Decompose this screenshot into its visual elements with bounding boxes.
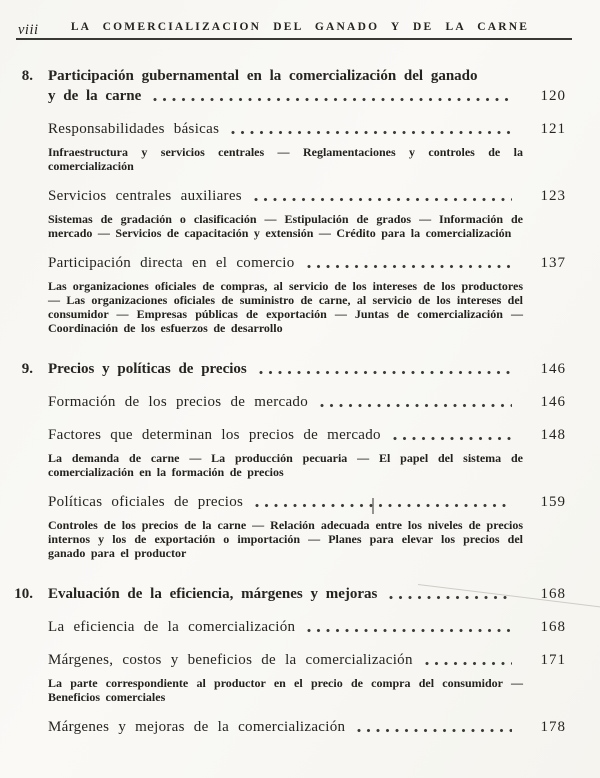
dot-leader	[254, 196, 512, 203]
page-number: 148	[540, 427, 566, 443]
page-number: 171	[540, 652, 566, 668]
entry-title: La eficiencia de la comercialización	[48, 619, 296, 635]
chapter-title-row	[48, 584, 566, 604]
dot-leader	[231, 129, 512, 136]
page-header	[0, 0, 600, 40]
header-rule	[16, 38, 572, 40]
dot-leader	[307, 627, 512, 634]
chapter-title-line2: y de la carne	[48, 88, 142, 104]
entry-title: Factores que determinan los precios de mercado	[48, 427, 381, 443]
page-number: 137	[540, 255, 566, 271]
entry-title: Políticas oficiales de precios	[48, 494, 244, 510]
chapter-title-row	[48, 359, 566, 379]
page-number: 168	[540, 586, 566, 602]
chapter-title-line2-row	[48, 86, 566, 106]
dot-leader	[255, 502, 512, 509]
entry-title: Formación de los precios de mercado	[48, 394, 309, 410]
dot-leader	[320, 402, 512, 409]
toc-entry	[48, 425, 566, 445]
entry-title: Responsabilidades básicas	[48, 121, 220, 137]
entry-topics: Infraestructura y servicios centrales — Reglamentaciones y controles de la comercialización	[48, 145, 523, 173]
chapter-number: 10.	[14, 586, 33, 602]
toc-entry	[48, 253, 566, 273]
toc-entry	[48, 119, 566, 139]
toc-chapter-9	[0, 359, 566, 379]
toc-entry	[48, 392, 566, 412]
toc-entry	[48, 617, 566, 637]
page-number: 123	[540, 188, 566, 204]
toc-entry	[48, 186, 566, 206]
toc-entry	[48, 492, 566, 512]
dot-leader	[357, 727, 512, 734]
entry-topics: La parte correspondiente al productor en el precio de compra del consumidor — Beneficios comerciales	[48, 676, 523, 704]
toc-entry	[48, 717, 566, 737]
running-title: LA COMERCIALIZACION DEL GANADO Y DE LA CARNE	[70, 21, 530, 33]
entry-topics: Sistemas de gradación o clasificación — Estipulación de grados — Información de mercado — Servicios de capacitación y extensión — Crédito para la comercialización	[48, 212, 523, 240]
chapter-number: 8.	[21, 68, 33, 84]
chapter-title-line1: Participación gubernamental en la comercialización del ganado	[48, 68, 478, 84]
page-number: 121	[540, 121, 566, 137]
dot-leader	[307, 263, 512, 270]
entry-title: Participación directa en el comercio	[48, 255, 295, 271]
chapter-title-block	[48, 359, 566, 379]
page-number: 146	[540, 394, 566, 410]
page-number: 146	[540, 361, 566, 377]
chapter-title-block	[48, 66, 566, 106]
folio-page-number: viii	[18, 22, 39, 38]
table-of-contents	[0, 66, 600, 737]
chapter-number: 9.	[21, 361, 33, 377]
entry-topics: Controles de los precios de la carne — Relación adecuada entre los niveles de precios internos y los de exportación o importación — Planes para elevar los precios del ganado para el productor	[48, 518, 523, 560]
chapter-title: Evaluación de la eficiencia, márgenes y mejoras	[48, 586, 378, 602]
entry-title: Márgenes, costos y beneficios de la comercialización	[48, 652, 413, 668]
entry-topics: Las organizaciones oficiales de compras, al servicio de los intereses de los productores — Las organizaciones oficiales de suministro de carne, al servicio de los intereses del consumidor — Empresas públicas de exportación — Juntas de comercialización — Coordinación de los esfuerzos de desarrollo	[48, 279, 523, 335]
dot-leader	[425, 660, 512, 667]
toc-chapter-8	[0, 66, 566, 106]
entry-title: Márgenes y mejoras de la comercialización	[48, 719, 346, 735]
page-number: 120	[540, 88, 566, 104]
dot-leader	[153, 96, 512, 103]
entry-title: Servicios centrales auxiliares	[48, 188, 242, 204]
page-number: 159	[540, 494, 566, 510]
dot-leader	[259, 369, 512, 376]
toc-entry	[48, 650, 566, 670]
chapter-title-block	[48, 584, 566, 604]
page-number: 178	[540, 719, 566, 735]
dot-leader	[393, 435, 512, 442]
chapter-title: Precios y políticas de precios	[48, 361, 247, 377]
toc-chapter-10	[0, 584, 566, 604]
dot-leader	[389, 594, 512, 601]
page-number: 168	[540, 619, 566, 635]
entry-topics: La demanda de carne — La producción pecuaria — El papel del sistema de comercialización en la formación de precios	[48, 451, 523, 479]
